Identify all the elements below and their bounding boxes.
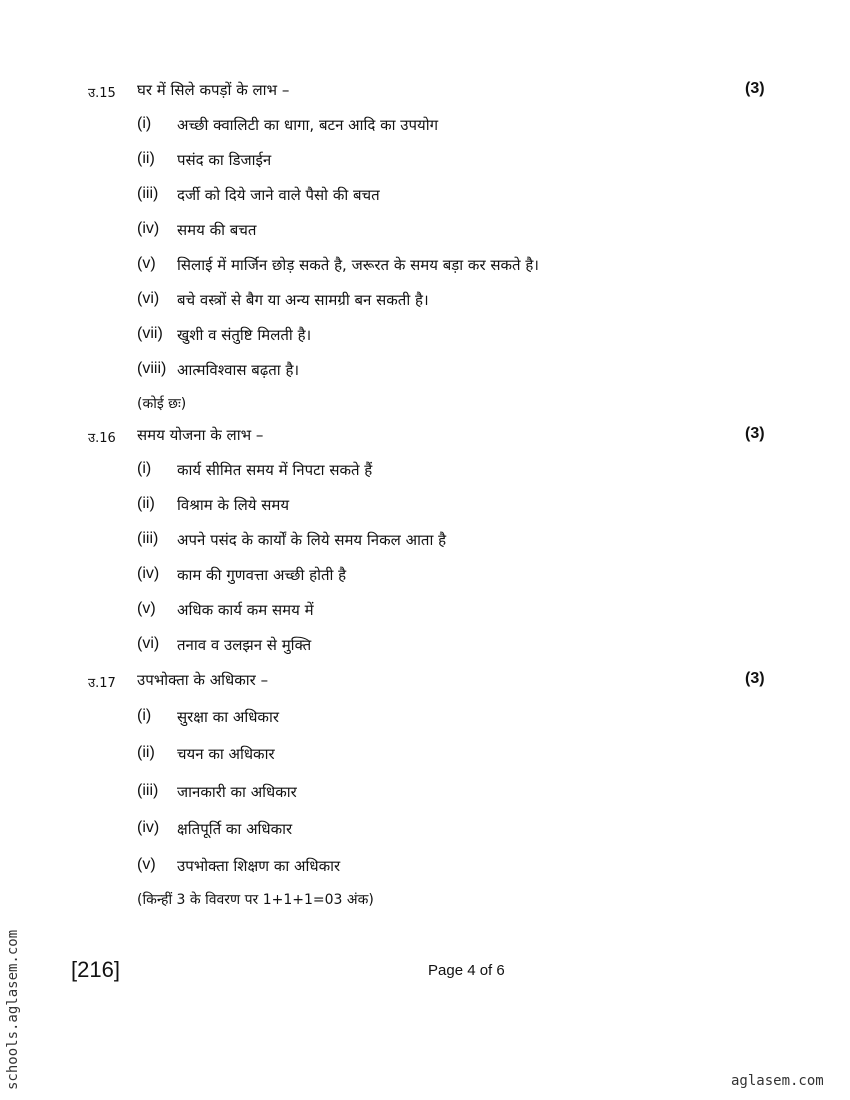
list-item: जानकारी का अधिकार (177, 783, 297, 801)
item-roman: (iii) (137, 185, 159, 202)
item-roman: (v) (137, 255, 156, 272)
item-roman: (iii) (137, 782, 159, 799)
list-item: तनाव व उलझन से मुक्ति (177, 636, 312, 654)
item-roman: (i) (137, 115, 152, 132)
item-roman: (i) (137, 460, 152, 477)
item-roman: (vi) (137, 635, 160, 652)
list-item: आत्मविश्वास बढ़ता है। (177, 361, 300, 379)
question-marks: (3) (745, 80, 765, 97)
item-roman: (iv) (137, 220, 160, 237)
list-item: पसंद का डिजाईन (177, 151, 272, 169)
question-title: घर में सिले कपड़ों के लाभ – (137, 81, 290, 99)
page-number: Page 4 of 6 (428, 962, 505, 979)
side-watermark: schools.aglasem.com (5, 929, 21, 1090)
item-roman: (vii) (137, 325, 163, 342)
list-item: बचे वस्त्रों से बैग या अन्य सामग्री बन सकती है। (177, 291, 429, 309)
question-title: उपभोक्ता के अधिकार – (137, 671, 269, 689)
list-item: खुशी व संतुष्टि मिलती है। (177, 326, 312, 344)
list-item: चयन का अधिकार (177, 745, 275, 763)
list-item: अपने पसंद के कार्यों के लिये समय निकल आता है (177, 531, 447, 549)
list-item: दर्जी को दिये जाने वाले पैसो की बचत (177, 186, 380, 204)
answer-note: (किन्हीं 3 के विवरण पर 1+1+1=03 अंक) (137, 892, 374, 908)
list-item: सिलाई में मार्जिन छोड़ सकते है, जरूरत के समय बड़ा कर सकते है। (177, 256, 539, 274)
list-item: अधिक कार्य कम समय में (177, 601, 314, 619)
paper-code: [216] (71, 957, 120, 982)
item-roman: (ii) (137, 495, 155, 512)
list-item: काम की गुणवत्ता अच्छी होती है (177, 566, 347, 584)
item-roman: (iv) (137, 819, 160, 836)
answer-note: (कोई छः) (137, 396, 187, 412)
question-number: उ.15 (88, 86, 116, 101)
question-number: उ.17 (88, 676, 116, 691)
list-item: विश्राम के लिये समय (177, 496, 290, 514)
question-marks: (3) (745, 425, 765, 442)
item-roman: (v) (137, 600, 156, 617)
item-roman: (i) (137, 707, 152, 724)
item-roman: (iv) (137, 565, 160, 582)
list-item: उपभोक्ता शिक्षण का अधिकार (177, 857, 341, 875)
list-item: कार्य सीमित समय में निपटा सकते हैं (177, 461, 373, 479)
list-item: क्षतिपूर्ति का अधिकार (177, 820, 293, 838)
question-number: उ.16 (88, 431, 116, 446)
item-roman: (vi) (137, 290, 160, 307)
item-roman: (ii) (137, 744, 155, 761)
item-roman: (ii) (137, 150, 155, 167)
item-roman: (v) (137, 856, 156, 873)
question-marks: (3) (745, 670, 765, 687)
list-item: सुरक्षा का अधिकार (177, 708, 279, 726)
item-roman: (iii) (137, 530, 159, 547)
list-item: अच्छी क्वालिटी का धागा, बटन आदि का उपयोग (177, 116, 439, 134)
item-roman: (viii) (137, 360, 167, 377)
question-title: समय योजना के लाभ – (137, 426, 264, 444)
corner-watermark: aglasem.com (731, 1073, 824, 1089)
list-item: समय की बचत (177, 221, 257, 239)
